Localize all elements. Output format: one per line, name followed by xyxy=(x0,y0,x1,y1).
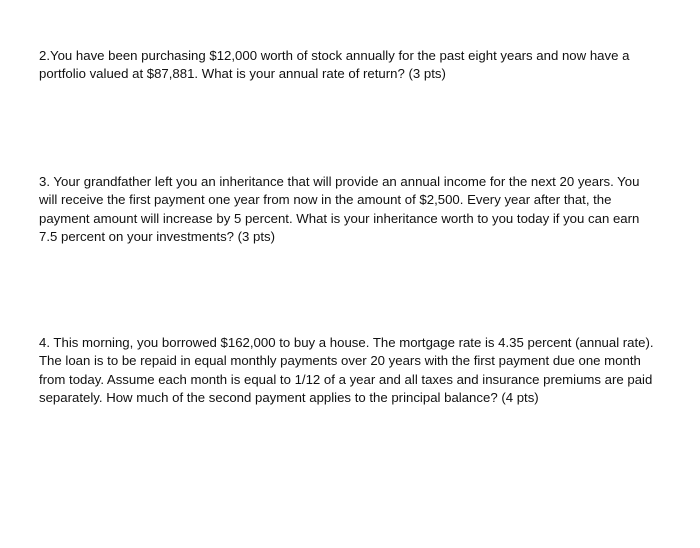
question-3-text: 3. Your grandfather left you an inheritance that will provide an annual income for the next 20 years. You will receive the first payment one year from now in the amount of $2,500. Every year after that, the payment amount will increase by 5 percent. What is your inheritance worth to you today if you can earn 7.5 percent on your investments? (3 pts) xyxy=(39,174,640,244)
question-2-text: 2.You have been purchasing $12,000 worth of stock annually for the past eight years and now have a portfolio valued at $87,881. What is your annual rate of return? (3 pts) xyxy=(39,48,630,82)
question-4-text: 4. This morning, you borrowed $162,000 to buy a house. The mortgage rate is 4.35 percent (annual rate). The loan is to be repaid in equal monthly payments over 20 years with the first payment due one month from today. Assume each month is equal to 1/12 of a year and all taxes and insurance premiums are paid separately. How much of the second payment applies to the principal balance? (4 pts) xyxy=(39,335,654,405)
